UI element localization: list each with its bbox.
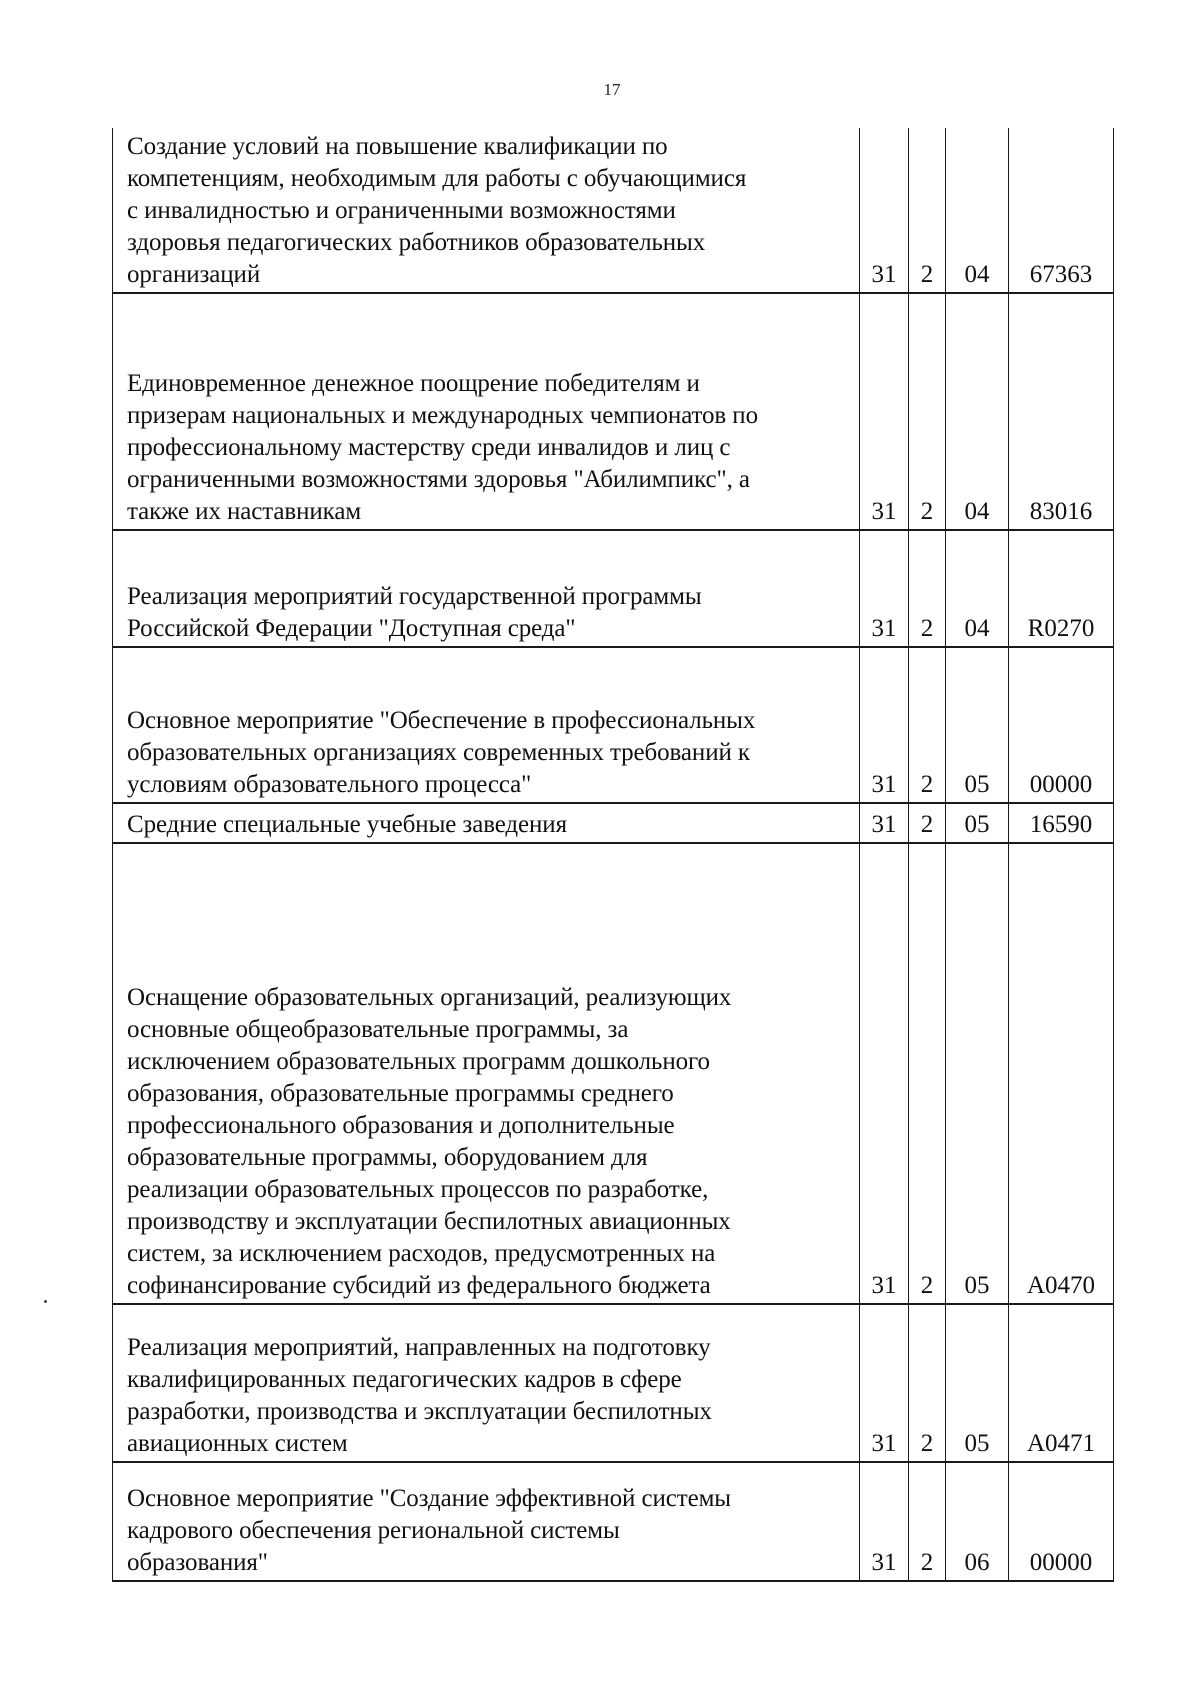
row-name-cell: Основное мероприятие "Создание эффективной системы кадрового обеспечения региональной системы образования" [112,1463,859,1580]
code-cell-4: 83016 [1008,294,1114,529]
code-cell-1: 31 [859,804,908,842]
code-cell-4: 00000 [1008,648,1114,802]
code-cell-4: 00000 [1008,1463,1114,1580]
table-row [112,294,1114,531]
row-name-cell: Оснащение образовательных организаций, реализующих основные общеобразовательные программы, за исключением образовательных программ дошкольного образования, образовательные программы среднего профессионального образования и дополнительные образовательные программы, оборудованием для реализации образовательных процессов по разработке, производству и эксплуатации беспилотных авиационных систем, за исключением расходов, предусмотренных на софинансирование субсидий из федерального бюджета [112,844,859,1303]
code-cell-4: А0471 [1008,1305,1114,1461]
code-cell-3: 04 [945,294,1008,529]
code-cell-1: 31 [859,128,908,292]
table-row [112,804,1114,844]
table-row [112,531,1114,648]
code-cell-2: 2 [908,648,945,802]
code-cell-1: 31 [859,1463,908,1580]
table-row [112,648,1114,804]
code-cell-4: R0270 [1008,531,1114,646]
code-cell-3: 04 [945,531,1008,646]
code-cell-1: 31 [859,1305,908,1461]
code-cell-1: 31 [859,648,908,802]
code-cell-3: 06 [945,1463,1008,1580]
code-cell-1: 31 [859,844,908,1303]
table-row [112,128,1114,294]
row-name-cell: Основное мероприятие "Обеспечение в профессиональных образовательных организациях современных требований к условиям образовательного процесса" [112,648,859,802]
code-cell-3: 05 [945,844,1008,1303]
row-name-cell: Реализация мероприятий государственной программы Российской Федерации "Доступная среда" [112,531,859,646]
code-cell-3: 05 [945,648,1008,802]
scan-speck [44,1300,47,1303]
code-cell-2: 2 [908,128,945,292]
code-cell-2: 2 [908,1463,945,1580]
row-name-cell: Реализация мероприятий, направленных на подготовку квалифицированных педагогических кадров в сфере разработки, производства и эксплуатации беспилотных авиационных систем [112,1305,859,1461]
code-cell-3: 05 [945,804,1008,842]
code-cell-2: 2 [908,294,945,529]
budget-table [112,128,1114,1582]
table-row [112,1463,1114,1582]
code-cell-4: 67363 [1008,128,1114,292]
code-cell-2: 2 [908,844,945,1303]
row-name-cell: Средние специальные учебные заведения [112,804,859,842]
code-cell-4: А0470 [1008,844,1114,1303]
page-number: 17 [603,80,621,99]
code-cell-1: 31 [859,294,908,529]
table-row [112,1305,1114,1463]
code-cell-4: 16590 [1008,804,1114,842]
code-cell-2: 2 [908,804,945,842]
table-row [112,844,1114,1305]
row-name-cell: Создание условий на повышение квалификации по компетенциям, необходимым для работы с обучающимися с инвалидностью и ограниченными возможностями здоровья педагогических работников образовательных организаций [112,128,859,292]
code-cell-1: 31 [859,531,908,646]
code-cell-2: 2 [908,1305,945,1461]
code-cell-2: 2 [908,531,945,646]
code-cell-3: 05 [945,1305,1008,1461]
row-name-cell: Единовременное денежное поощрение победителям и призерам национальных и международных чемпионатов по профессиональному мастерству среди инвалидов и лиц с ограниченными возможностями здоровья "Абилимпикс", а также их наставникам [112,294,859,529]
code-cell-3: 04 [945,128,1008,292]
